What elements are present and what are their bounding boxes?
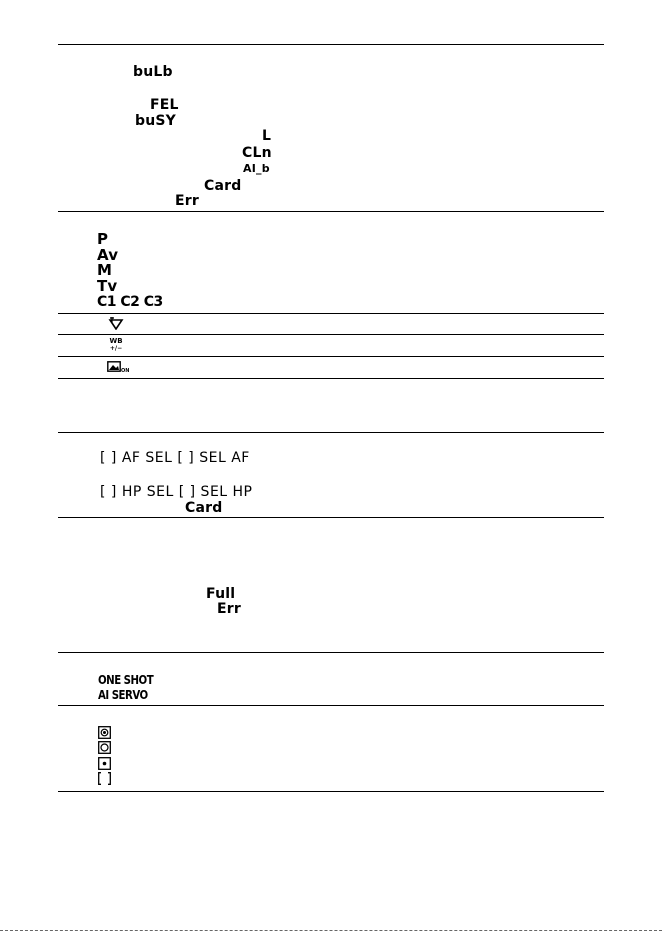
af-selection-line-2: [ ] HP SEL [ ] SEL HP — [100, 484, 253, 500]
evaluative-metering-icon — [98, 726, 111, 739]
error-indicator: Err — [175, 193, 199, 209]
rule — [58, 334, 604, 335]
ai-b-indicator: AI_b — [243, 162, 270, 175]
card-indicator: Card — [185, 500, 223, 516]
partial-metering-icon — [98, 741, 111, 754]
rule — [58, 791, 604, 792]
card-indicator: Card — [204, 178, 242, 194]
mode-aperture-priority: Av — [97, 246, 119, 264]
mode-program: P — [97, 230, 109, 248]
wb-label: WB — [109, 337, 123, 345]
center-weighted-metering-icon — [98, 772, 111, 785]
bulb-indicator: buLb — [133, 64, 173, 80]
mode-manual: M — [97, 261, 113, 279]
clean-indicator: CLn — [242, 145, 272, 161]
exposure-comp-icon — [108, 317, 124, 330]
af-mode-ai-servo: AI SERVO — [98, 688, 148, 702]
mode-custom: C1 C2 C3 — [97, 294, 163, 310]
wb-plus-minus: +/− — [109, 345, 123, 352]
error-indicator: Err — [217, 601, 241, 617]
rule — [58, 432, 604, 433]
rule — [58, 705, 604, 706]
spot-metering-icon — [98, 757, 111, 770]
busy-indicator: buSY — [135, 113, 177, 129]
rule — [58, 517, 604, 518]
image-quality-on-label: ON — [121, 368, 130, 374]
mode-shutter-priority: Tv — [97, 277, 118, 295]
wb-bracket-icon — [109, 337, 123, 353]
l-indicator: L — [262, 128, 272, 144]
rule — [58, 356, 604, 357]
page-edge — [0, 930, 662, 931]
rule — [58, 378, 604, 379]
af-selection-line-1: [ ] AF SEL [ ] SEL AF — [100, 450, 250, 466]
rule — [58, 44, 604, 45]
rule — [58, 313, 604, 314]
full-indicator: Full — [206, 586, 236, 602]
af-mode-one-shot: ONE SHOT — [98, 673, 154, 687]
image-quality-icon — [107, 361, 129, 375]
rule — [58, 652, 604, 653]
fel-indicator: FEL — [150, 97, 179, 113]
rule — [58, 211, 604, 212]
